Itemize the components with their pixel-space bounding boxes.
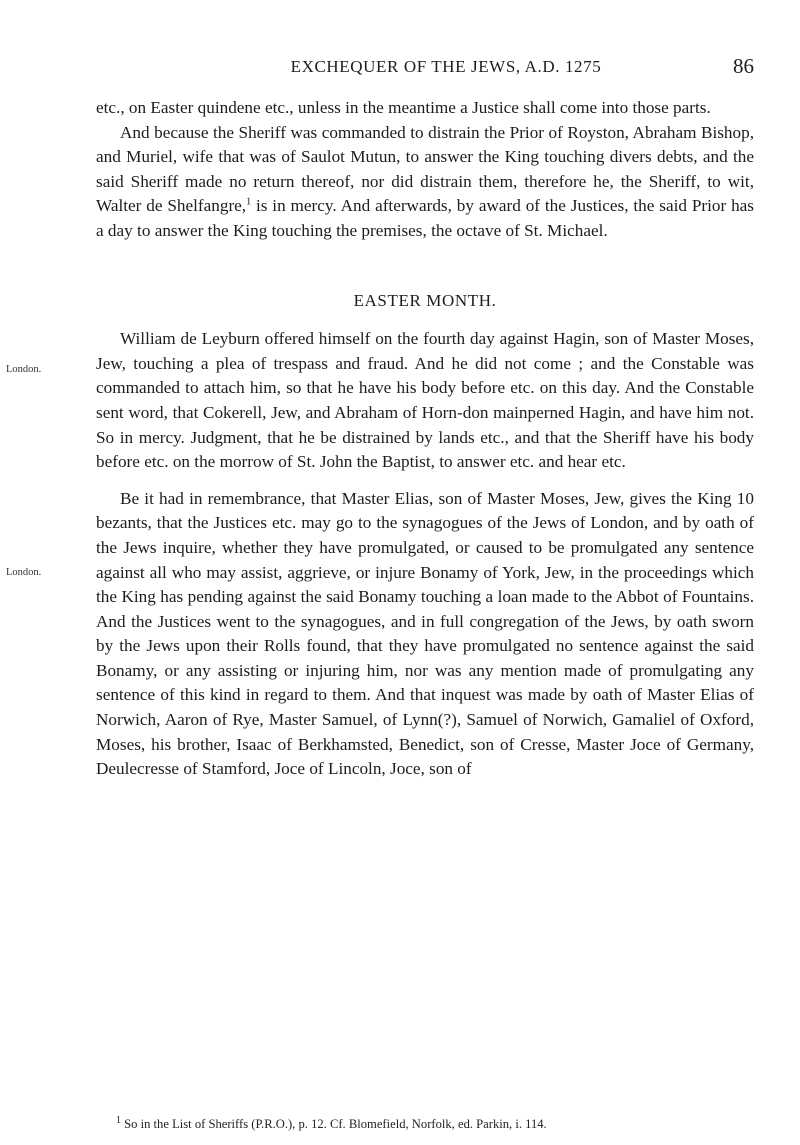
paragraph-text: And because the Sheriff was commanded to distrain the Prior of Royston, Abraham Bishop, and Muriel, wife that was of Saulot Mutun, to answer the King touching divers debts, and the said Sheriff made no return thereof, nor did distrain them, therefore he, the Sheriff, to wit, Walter de Shelfangre, [96,122,754,216]
section-heading: EASTER MONTH. [353,290,497,310]
paragraph: etc., on Easter quindene etc., unless in the meantime a Justice shall come into those parts. [96,98,711,117]
paragraph-text: is in mercy. And afterwards, by award of the Justices, the said Prior has a day to answer the King touching the premises, the octave of St. Michael. [96,196,754,240]
footnote-text: So in the List of Sheriffs (P.R.O.), p. 12. Cf. Blomefield, Norfolk, ed. Parkin, i. 114. [121,1117,547,1131]
footnote-marker: 1 [116,1114,121,1126]
margin-note-london: London. [6,567,42,578]
footnote-reference: 1 [246,196,252,208]
paragraph: William de Leyburn offered himself on the fourth day against Hagin, son of Master Moses, Jew, touching a plea of trespass and fraud. And he did not come ; and the Constable was commanded to attach him, so that he have his body before etc. on this day. And the Constable sent word, that Cokerell, Jew, and Abraham of Horn-don mainperned Hagin, and have him not. So in mercy. Judgment, that he be distrained by lands etc., and that the Sheriff have his body before etc. on the morrow of St. John the Baptist, to answer etc. and hear etc. [96,329,754,472]
margin-note-london: London. [6,364,42,375]
running-title: EXCHEQUER OF THE JEWS, A.D. 1275 [290,57,602,76]
body-text [96,96,754,782]
page-number: 86 [733,54,754,78]
paragraph: Be it had in remembrance, that Master Elias, son of Master Moses, Jew, gives the King 10 bezants, that the Justices etc. may go to the synagogues of the Jews of London, and by oath of the Jews inquire, whether they have promulgated, or caused to be promulgated any sentence against all who may assist, aggrieve, or injure Bonamy of York, Jew, in the proceedings which the King has pending against the said Bonamy touching a loan made to the Abbot of Fountains. And the Justices went to the synagogues, and in full congregation of the Jews, by oath sworn by the Jews upon their Rolls found, that they have promulgated no sentence against the said Bonamy, or any assisting or injuring him, nor was any mention made of promulgating any sentence of this kind in regard to them. And that inquest was made by oath of Master Elias of Norwich, Aaron of Rye, Master Samuel, of Lynn(?), Samuel of Norwich, Gamaliel of Oxford, Moses, his brother, Isaac of Berkhamsted, Benedict, son of Cresse, Master Joce of Germany, Deulecresse of Stamford, Joce of Lincoln, Joce, son of [96,488,754,779]
footnote [116,1114,547,1132]
paragraph [96,121,754,244]
running-head [96,54,754,87]
